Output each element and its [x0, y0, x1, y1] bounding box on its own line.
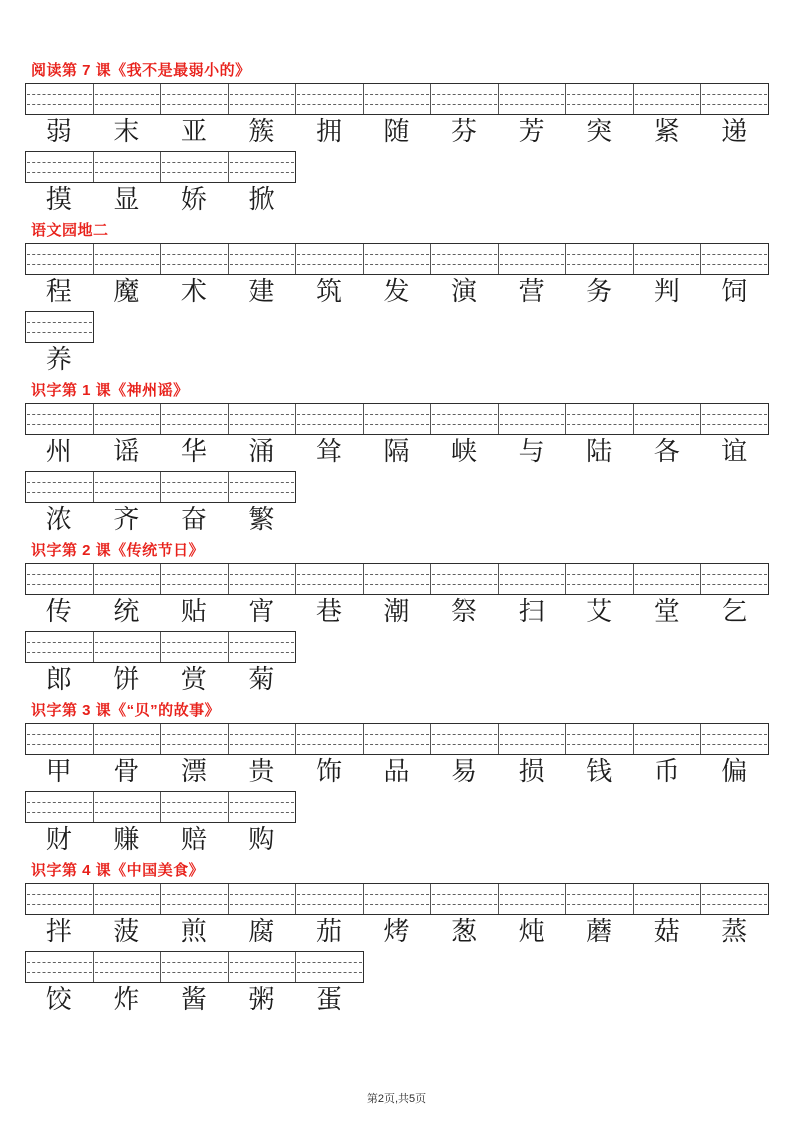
pinyin-grid-row	[25, 403, 769, 435]
hanzi-row	[25, 117, 793, 147]
pinyin-cell	[700, 404, 768, 434]
pinyin-cell	[565, 564, 633, 594]
hanzi-char: 贵	[248, 757, 275, 787]
pinyin-cell	[228, 724, 296, 754]
hanzi-char: 饰	[315, 757, 342, 787]
hanzi-char: 巷	[315, 597, 342, 627]
hanzi-char: 传	[45, 597, 72, 627]
worksheet-section	[25, 222, 793, 375]
page-number: 第2页,共5页	[366, 1093, 427, 1105]
hanzi-char: 涌	[248, 437, 275, 467]
hanzi-char: 亚	[180, 117, 207, 147]
pinyin-cell	[633, 564, 701, 594]
pinyin-cell	[26, 952, 93, 982]
pinyin-cell	[160, 632, 228, 662]
pinyin-grid-row	[25, 83, 769, 115]
hanzi-char: 与	[518, 437, 545, 467]
pinyin-cell	[26, 152, 93, 182]
hanzi-char: 掀	[248, 185, 275, 215]
pinyin-cell	[160, 564, 228, 594]
pinyin-grid-row	[25, 951, 364, 983]
hanzi-row	[25, 917, 793, 947]
pinyin-grid-row	[25, 471, 296, 503]
pinyin-cell	[295, 404, 363, 434]
hanzi-char: 递	[721, 117, 748, 147]
pinyin-cell	[228, 84, 296, 114]
hanzi-char: 粥	[248, 985, 275, 1015]
pinyin-cell	[498, 404, 566, 434]
pinyin-cell	[295, 564, 363, 594]
hanzi-row	[25, 185, 793, 215]
hanzi-char: 弱	[45, 117, 72, 147]
pinyin-cell	[430, 404, 498, 434]
pinyin-cell	[633, 724, 701, 754]
pinyin-cell	[26, 244, 93, 274]
pinyin-cell	[700, 884, 768, 914]
hanzi-char: 谊	[721, 437, 748, 467]
hanzi-char: 钱	[586, 757, 613, 787]
hanzi-char: 簇	[248, 117, 275, 147]
hanzi-char: 骨	[113, 757, 140, 787]
worksheet-section	[25, 382, 793, 535]
pinyin-cell	[93, 404, 161, 434]
section-title: 阅读第 7 课《我不是最弱小的》	[31, 62, 251, 79]
hanzi-char: 末	[113, 117, 140, 147]
hanzi-char: 程	[45, 277, 72, 307]
pinyin-cell	[93, 244, 161, 274]
worksheet-section	[25, 62, 793, 215]
hanzi-char: 蒸	[721, 917, 748, 947]
hanzi-char: 易	[451, 757, 478, 787]
pinyin-cell	[93, 564, 161, 594]
section-title: 识字第 3 课《“贝”的故事》	[31, 702, 221, 719]
pinyin-cell	[93, 472, 161, 502]
pinyin-cell	[430, 564, 498, 594]
pinyin-cell	[160, 792, 228, 822]
hanzi-char: 饺	[45, 985, 72, 1015]
worksheet-section	[25, 542, 793, 695]
pinyin-cell	[498, 564, 566, 594]
pinyin-cell	[93, 632, 161, 662]
hanzi-char: 损	[518, 757, 545, 787]
hanzi-char: 炸	[113, 985, 140, 1015]
pinyin-grid-row	[25, 791, 296, 823]
pinyin-cell	[565, 244, 633, 274]
section-body	[25, 83, 793, 215]
pinyin-cell	[26, 724, 93, 754]
pinyin-cell	[26, 84, 93, 114]
hanzi-char: 耸	[315, 437, 342, 467]
pinyin-cell	[228, 472, 296, 502]
hanzi-char: 潮	[383, 597, 410, 627]
pinyin-cell	[295, 244, 363, 274]
hanzi-char: 蘑	[586, 917, 613, 947]
hanzi-row	[25, 437, 793, 467]
pinyin-cell	[498, 884, 566, 914]
hanzi-row	[25, 665, 793, 695]
hanzi-char: 烤	[383, 917, 410, 947]
hanzi-char: 甲	[45, 757, 72, 787]
hanzi-char: 州	[45, 437, 72, 467]
hanzi-char: 随	[383, 117, 410, 147]
pinyin-cell	[295, 952, 363, 982]
hanzi-row	[25, 277, 793, 307]
hanzi-char: 芳	[518, 117, 545, 147]
pinyin-cell	[93, 952, 161, 982]
section-body	[25, 883, 793, 1015]
hanzi-char: 财	[45, 825, 72, 855]
hanzi-char: 陆	[586, 437, 613, 467]
pinyin-cell	[160, 152, 228, 182]
pinyin-cell	[565, 404, 633, 434]
hanzi-char: 饼	[113, 665, 140, 695]
pinyin-cell	[295, 884, 363, 914]
pinyin-grid-row	[25, 151, 296, 183]
pinyin-cell	[430, 724, 498, 754]
hanzi-char: 建	[248, 277, 275, 307]
hanzi-char: 腐	[248, 917, 275, 947]
pinyin-cell	[633, 84, 701, 114]
hanzi-char: 突	[586, 117, 613, 147]
pinyin-cell	[700, 724, 768, 754]
hanzi-char: 统	[113, 597, 140, 627]
pinyin-cell	[295, 724, 363, 754]
section-body	[25, 403, 793, 535]
hanzi-row	[25, 505, 793, 535]
pinyin-cell	[633, 404, 701, 434]
pinyin-cell	[160, 884, 228, 914]
hanzi-char: 拌	[45, 917, 72, 947]
hanzi-char: 芬	[451, 117, 478, 147]
section-title: 识字第 2 课《传统节日》	[31, 542, 205, 559]
pinyin-cell	[498, 244, 566, 274]
hanzi-char: 饲	[721, 277, 748, 307]
hanzi-char: 品	[383, 757, 410, 787]
pinyin-grid-row	[25, 883, 769, 915]
pinyin-grid-row	[25, 723, 769, 755]
pinyin-cell	[26, 632, 93, 662]
section-title: 语文园地二	[31, 222, 109, 239]
pinyin-cell	[160, 472, 228, 502]
pinyin-cell	[565, 884, 633, 914]
hanzi-char: 赔	[180, 825, 207, 855]
pinyin-cell	[26, 312, 93, 342]
hanzi-char: 菠	[113, 917, 140, 947]
pinyin-cell	[26, 404, 93, 434]
sections-container	[25, 62, 793, 1015]
hanzi-row	[25, 345, 793, 375]
hanzi-char: 发	[383, 277, 410, 307]
pinyin-cell	[228, 564, 296, 594]
pinyin-cell	[228, 884, 296, 914]
pinyin-cell	[26, 792, 93, 822]
pinyin-cell	[26, 564, 93, 594]
pinyin-cell	[228, 632, 296, 662]
hanzi-char: 演	[451, 277, 478, 307]
hanzi-char: 齐	[113, 505, 140, 535]
hanzi-char: 菊	[248, 665, 275, 695]
pinyin-cell	[160, 244, 228, 274]
pinyin-cell	[633, 884, 701, 914]
pinyin-cell	[430, 884, 498, 914]
pinyin-cell	[228, 792, 296, 822]
hanzi-char: 华	[180, 437, 207, 467]
section-body	[25, 563, 793, 695]
pinyin-cell	[160, 84, 228, 114]
hanzi-char: 祭	[451, 597, 478, 627]
worksheet-section	[25, 702, 793, 855]
hanzi-char: 娇	[180, 185, 207, 215]
pinyin-cell	[228, 152, 296, 182]
hanzi-char: 漂	[180, 757, 207, 787]
hanzi-char: 赚	[113, 825, 140, 855]
pinyin-cell	[700, 244, 768, 274]
hanzi-char: 奋	[180, 505, 207, 535]
hanzi-char: 葱	[451, 917, 478, 947]
hanzi-char: 拥	[315, 117, 342, 147]
hanzi-char: 营	[518, 277, 545, 307]
hanzi-char: 购	[248, 825, 275, 855]
hanzi-char: 炖	[518, 917, 545, 947]
pinyin-cell	[498, 84, 566, 114]
worksheet-section	[25, 862, 793, 1015]
hanzi-char: 艾	[586, 597, 613, 627]
pinyin-cell	[363, 884, 431, 914]
hanzi-char: 各	[653, 437, 680, 467]
pinyin-grid-row	[25, 243, 769, 275]
hanzi-char: 峡	[451, 437, 478, 467]
pinyin-grid-row	[25, 631, 296, 663]
hanzi-row	[25, 597, 793, 627]
section-title: 识字第 4 课《中国美食》	[31, 862, 205, 879]
hanzi-char: 谣	[113, 437, 140, 467]
pinyin-cell	[228, 952, 296, 982]
section-body	[25, 723, 793, 855]
hanzi-char: 浓	[45, 505, 72, 535]
pinyin-cell	[93, 152, 161, 182]
hanzi-char: 乞	[721, 597, 748, 627]
hanzi-char: 扫	[518, 597, 545, 627]
pinyin-cell	[93, 792, 161, 822]
pinyin-cell	[363, 724, 431, 754]
hanzi-char: 郎	[45, 665, 72, 695]
pinyin-cell	[160, 952, 228, 982]
hanzi-char: 菇	[653, 917, 680, 947]
pinyin-cell	[700, 84, 768, 114]
hanzi-char: 币	[653, 757, 680, 787]
pinyin-cell	[228, 244, 296, 274]
hanzi-row	[25, 985, 793, 1015]
pinyin-cell	[228, 404, 296, 434]
hanzi-char: 茄	[315, 917, 342, 947]
hanzi-char: 煎	[180, 917, 207, 947]
pinyin-cell	[160, 724, 228, 754]
hanzi-char: 偏	[721, 757, 748, 787]
pinyin-cell	[93, 84, 161, 114]
pinyin-cell	[363, 404, 431, 434]
hanzi-char: 蛋	[315, 985, 342, 1015]
pinyin-cell	[160, 404, 228, 434]
hanzi-char: 摸	[45, 185, 72, 215]
pinyin-cell	[633, 244, 701, 274]
pinyin-cell	[565, 724, 633, 754]
pinyin-cell	[363, 244, 431, 274]
hanzi-char: 繁	[248, 505, 275, 535]
hanzi-row	[25, 825, 793, 855]
hanzi-row	[25, 757, 793, 787]
hanzi-char: 隔	[383, 437, 410, 467]
section-body	[25, 243, 793, 375]
hanzi-char: 筑	[315, 277, 342, 307]
hanzi-char: 贴	[180, 597, 207, 627]
pinyin-cell	[700, 564, 768, 594]
pinyin-cell	[26, 884, 93, 914]
pinyin-cell	[26, 472, 93, 502]
hanzi-char: 养	[45, 345, 72, 375]
pinyin-cell	[430, 84, 498, 114]
hanzi-char: 堂	[653, 597, 680, 627]
hanzi-char: 酱	[180, 985, 207, 1015]
hanzi-char: 显	[113, 185, 140, 215]
pinyin-grid-row	[25, 563, 769, 595]
hanzi-char: 魔	[113, 277, 140, 307]
pinyin-cell	[295, 84, 363, 114]
pinyin-grid-row	[25, 311, 94, 343]
hanzi-char: 赏	[180, 665, 207, 695]
pinyin-cell	[93, 724, 161, 754]
pinyin-cell	[93, 884, 161, 914]
hanzi-char: 务	[586, 277, 613, 307]
pinyin-cell	[363, 84, 431, 114]
hanzi-char: 紧	[653, 117, 680, 147]
pinyin-cell	[565, 84, 633, 114]
pinyin-cell	[430, 244, 498, 274]
hanzi-char: 宵	[248, 597, 275, 627]
section-title: 识字第 1 课《神州谣》	[31, 382, 189, 399]
hanzi-char: 术	[180, 277, 207, 307]
pinyin-cell	[363, 564, 431, 594]
pinyin-cell	[498, 724, 566, 754]
hanzi-char: 判	[653, 277, 680, 307]
